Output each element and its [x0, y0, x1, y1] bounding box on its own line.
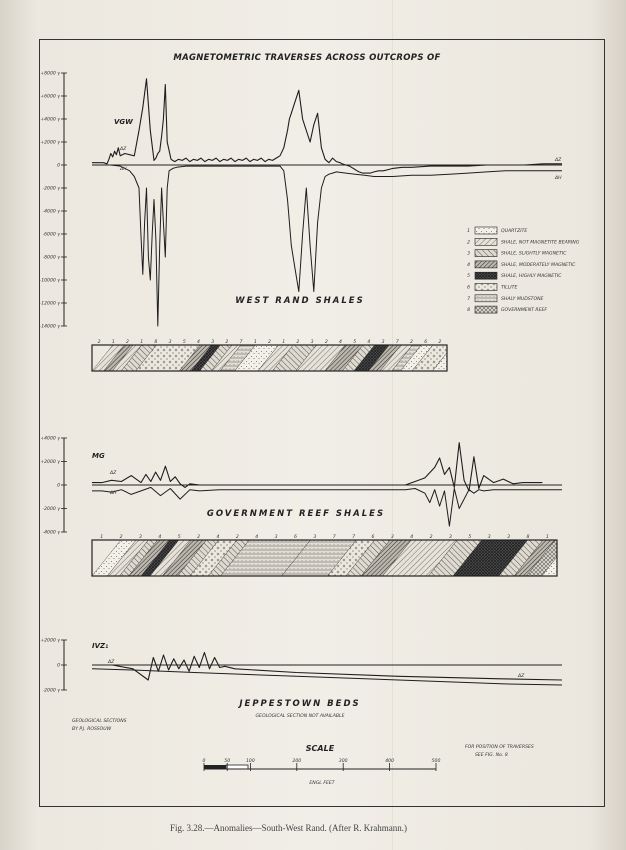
series-start-label: ΔZ [120, 147, 127, 152]
position-note-line1: FOR POSITION OF TRAVERSES [465, 745, 534, 750]
section-number: 5 [182, 340, 186, 345]
legend-number: 2 [467, 240, 470, 246]
legend-number: 5 [467, 274, 470, 280]
legend-swatch [475, 306, 497, 313]
y-tick-label: +2000 γ [40, 460, 60, 466]
series-ΔH-line [92, 669, 562, 685]
section-number: 1 [111, 340, 115, 345]
y-tick-label: +2000 γ [40, 638, 60, 644]
section-number: 3 [138, 535, 142, 540]
section-number: 5 [353, 340, 357, 345]
section-number: 8 [154, 340, 158, 345]
legend-item [467, 227, 527, 234]
section-number: 1 [100, 535, 104, 540]
section-bar-mg [92, 540, 586, 576]
section-number: 1 [282, 340, 286, 345]
legend-number: 7 [467, 296, 470, 302]
section-number: 3 [168, 340, 172, 345]
legend-swatch [475, 261, 497, 268]
section-number: 3 [211, 340, 215, 345]
legend-label: SHALE, SLIGHTLY MAGNETIC [501, 251, 567, 257]
section-number: 3 [313, 535, 317, 540]
y-tick-label: +8000 γ [40, 71, 60, 77]
section-number: 6 [371, 535, 375, 540]
legend-item [467, 295, 543, 302]
legend-label: TILLITE [501, 285, 518, 291]
section-number: 2 [119, 535, 123, 540]
section-number: 5 [177, 535, 181, 540]
traverse-label: IVZ₁ [92, 642, 109, 650]
traverse-note: GEOLOGICAL SECTION NOT AVAILABLE [255, 714, 345, 719]
legend-swatch [475, 295, 497, 302]
y-tick-label: +2000 γ [40, 140, 60, 146]
traverse-label: MG [92, 452, 105, 460]
section-number: 3 [507, 535, 511, 540]
series-start-label: ΔH [110, 491, 117, 496]
legend-item [467, 284, 517, 291]
section-number: 4 [216, 535, 220, 540]
series-end-label: ΔZ [518, 674, 525, 679]
scale-tick-label: 0 [202, 759, 206, 764]
scale-tick-label: 400 [385, 759, 394, 764]
legend-number: 8 [467, 308, 470, 314]
section-column-vgw [92, 345, 468, 371]
section-number: 1 [140, 340, 144, 345]
section-number: 3 [381, 340, 385, 345]
section-number: 4 [197, 340, 200, 345]
section-number: 8 [526, 535, 530, 540]
series-start-label: ΔH [120, 167, 127, 172]
section-number: 4 [410, 535, 414, 540]
legend-item [467, 261, 576, 268]
legend-label: SHALE, MODERATELY MAGNETIC [501, 262, 576, 268]
section-number: 2 [268, 340, 271, 345]
section-number: 6 [424, 340, 428, 345]
scale-tick-label: 100 [246, 759, 255, 764]
y-tick-label: +6000 γ [40, 94, 60, 100]
y-tick-label: -4000 γ [42, 209, 60, 215]
traverse-label: VGW [114, 118, 133, 126]
section-number: 2 [235, 535, 239, 540]
scale-tick-label: 300 [338, 759, 348, 764]
traverse-2 [40, 436, 562, 536]
scale-title: SCALE [305, 744, 335, 753]
scale-unit: ENGL FEET [309, 781, 335, 786]
section-number: 3 [390, 535, 394, 540]
y-tick-label: 0 [57, 663, 60, 669]
y-tick-label: -14000 γ [39, 324, 60, 330]
series-ΔH-line [92, 487, 562, 526]
section-number: 1 [545, 535, 549, 540]
series-end-label: ΔZ [555, 157, 562, 163]
section-number: 2 [429, 535, 433, 540]
section-number: 2 [225, 340, 229, 345]
scale-tick-label: 50 [224, 759, 231, 764]
section-number: 7 [239, 340, 243, 345]
figure-caption: Fig. 3.28.—Anomalies—South-West Rand. (After R. Krahmann.) [170, 823, 407, 833]
y-tick-label: -6000 γ [42, 232, 60, 238]
y-tick-label: +4000 γ [40, 436, 60, 442]
series-ΔZ-line [92, 443, 542, 491]
section-number: 2 [97, 340, 101, 345]
legend-swatch [475, 227, 497, 234]
legend-swatch [475, 284, 497, 291]
legend [467, 227, 580, 313]
legend-label: QUARTZITE [501, 229, 528, 234]
series-ΔZ-line [92, 653, 562, 681]
section-number: 5 [468, 535, 472, 540]
figure-title: MAGNETOMETRIC TRAVERSES ACROSS OUTCROPS OF [173, 53, 441, 63]
legend-swatch [475, 272, 497, 279]
legend-label: GOVERNMENT REEF [501, 308, 548, 314]
legend-item [467, 238, 580, 245]
scale-tick-label: 500 [431, 759, 441, 764]
section-number: 2 [296, 340, 300, 345]
legend-number: 4 [467, 262, 470, 268]
section-number: 3 [274, 535, 278, 540]
y-tick-label: +4000 γ [40, 117, 60, 123]
section-number: 4 [158, 535, 162, 540]
scale-bar [203, 758, 441, 786]
section-number: 7 [332, 535, 336, 540]
series-start-label: ΔZ [108, 660, 115, 665]
sections-note-line2: BY P.J. ROSSOUW [72, 727, 112, 732]
y-tick-label: -10000 γ [39, 278, 60, 284]
y-tick-label: 0 [57, 483, 60, 489]
section-column-mg [92, 540, 586, 576]
traverse-title: JEPPESTOWN BEDS [239, 699, 361, 709]
section-number: 2 [126, 340, 129, 345]
sections-note-line1: GEOLOGICAL SECTIONS [72, 719, 127, 724]
section-bar-vgw [92, 345, 468, 371]
legend-label: SHALE, NOT MAGNETITE BEARING [501, 240, 580, 246]
series-ΔZ-line [92, 79, 562, 173]
y-tick-label: -12000 γ [39, 301, 60, 307]
legend-item [467, 306, 547, 313]
series-start-label: ΔZ [110, 471, 117, 476]
section-number: 4 [367, 340, 371, 345]
section-number: 2 [324, 340, 328, 345]
y-tick-label: -8000 γ [42, 255, 60, 261]
traverse-charts [40, 71, 563, 719]
section-number: 2 [438, 340, 442, 345]
traverse-title: WEST RAND SHALES [235, 296, 365, 306]
section-number: 4 [339, 340, 342, 345]
series-end-label: ΔH [555, 175, 562, 181]
y-tick-label: -2000 γ [42, 186, 60, 192]
y-tick-label: -2000 γ [42, 507, 60, 513]
legend-item [467, 272, 562, 279]
section-number: 7 [395, 340, 399, 345]
legend-number: 3 [467, 251, 470, 257]
section-number: 4 [255, 535, 259, 540]
section-number: 3 [448, 535, 452, 540]
y-tick-label: -2000 γ [42, 688, 60, 694]
legend-number: 6 [467, 285, 470, 291]
section-number: 3 [487, 535, 491, 540]
y-tick-label: -4000 γ [42, 530, 60, 536]
position-note-line2: SEE FIG. No. 8 [475, 753, 508, 758]
y-tick-label: 0 [57, 163, 60, 169]
section-number: 6 [293, 535, 297, 540]
legend-item [467, 250, 567, 257]
legend-label: SHALE, HIGHLY MAGNETIC [501, 274, 562, 280]
scale-tick-label: 200 [292, 759, 302, 764]
traverse-title: GOVERNMENT REEF SHALES [206, 509, 386, 519]
section-number: 1 [253, 340, 257, 345]
legend-swatch [475, 238, 497, 245]
section-number: 2 [410, 340, 413, 345]
section-number: 7 [352, 535, 356, 540]
legend-label: SHALY MUDSTONE [501, 296, 544, 302]
legend-number: 1 [467, 229, 470, 234]
traverse-3 [40, 638, 562, 719]
section-number: 3 [310, 340, 314, 345]
section-number: 2 [197, 535, 201, 540]
legend-swatch [475, 250, 497, 257]
